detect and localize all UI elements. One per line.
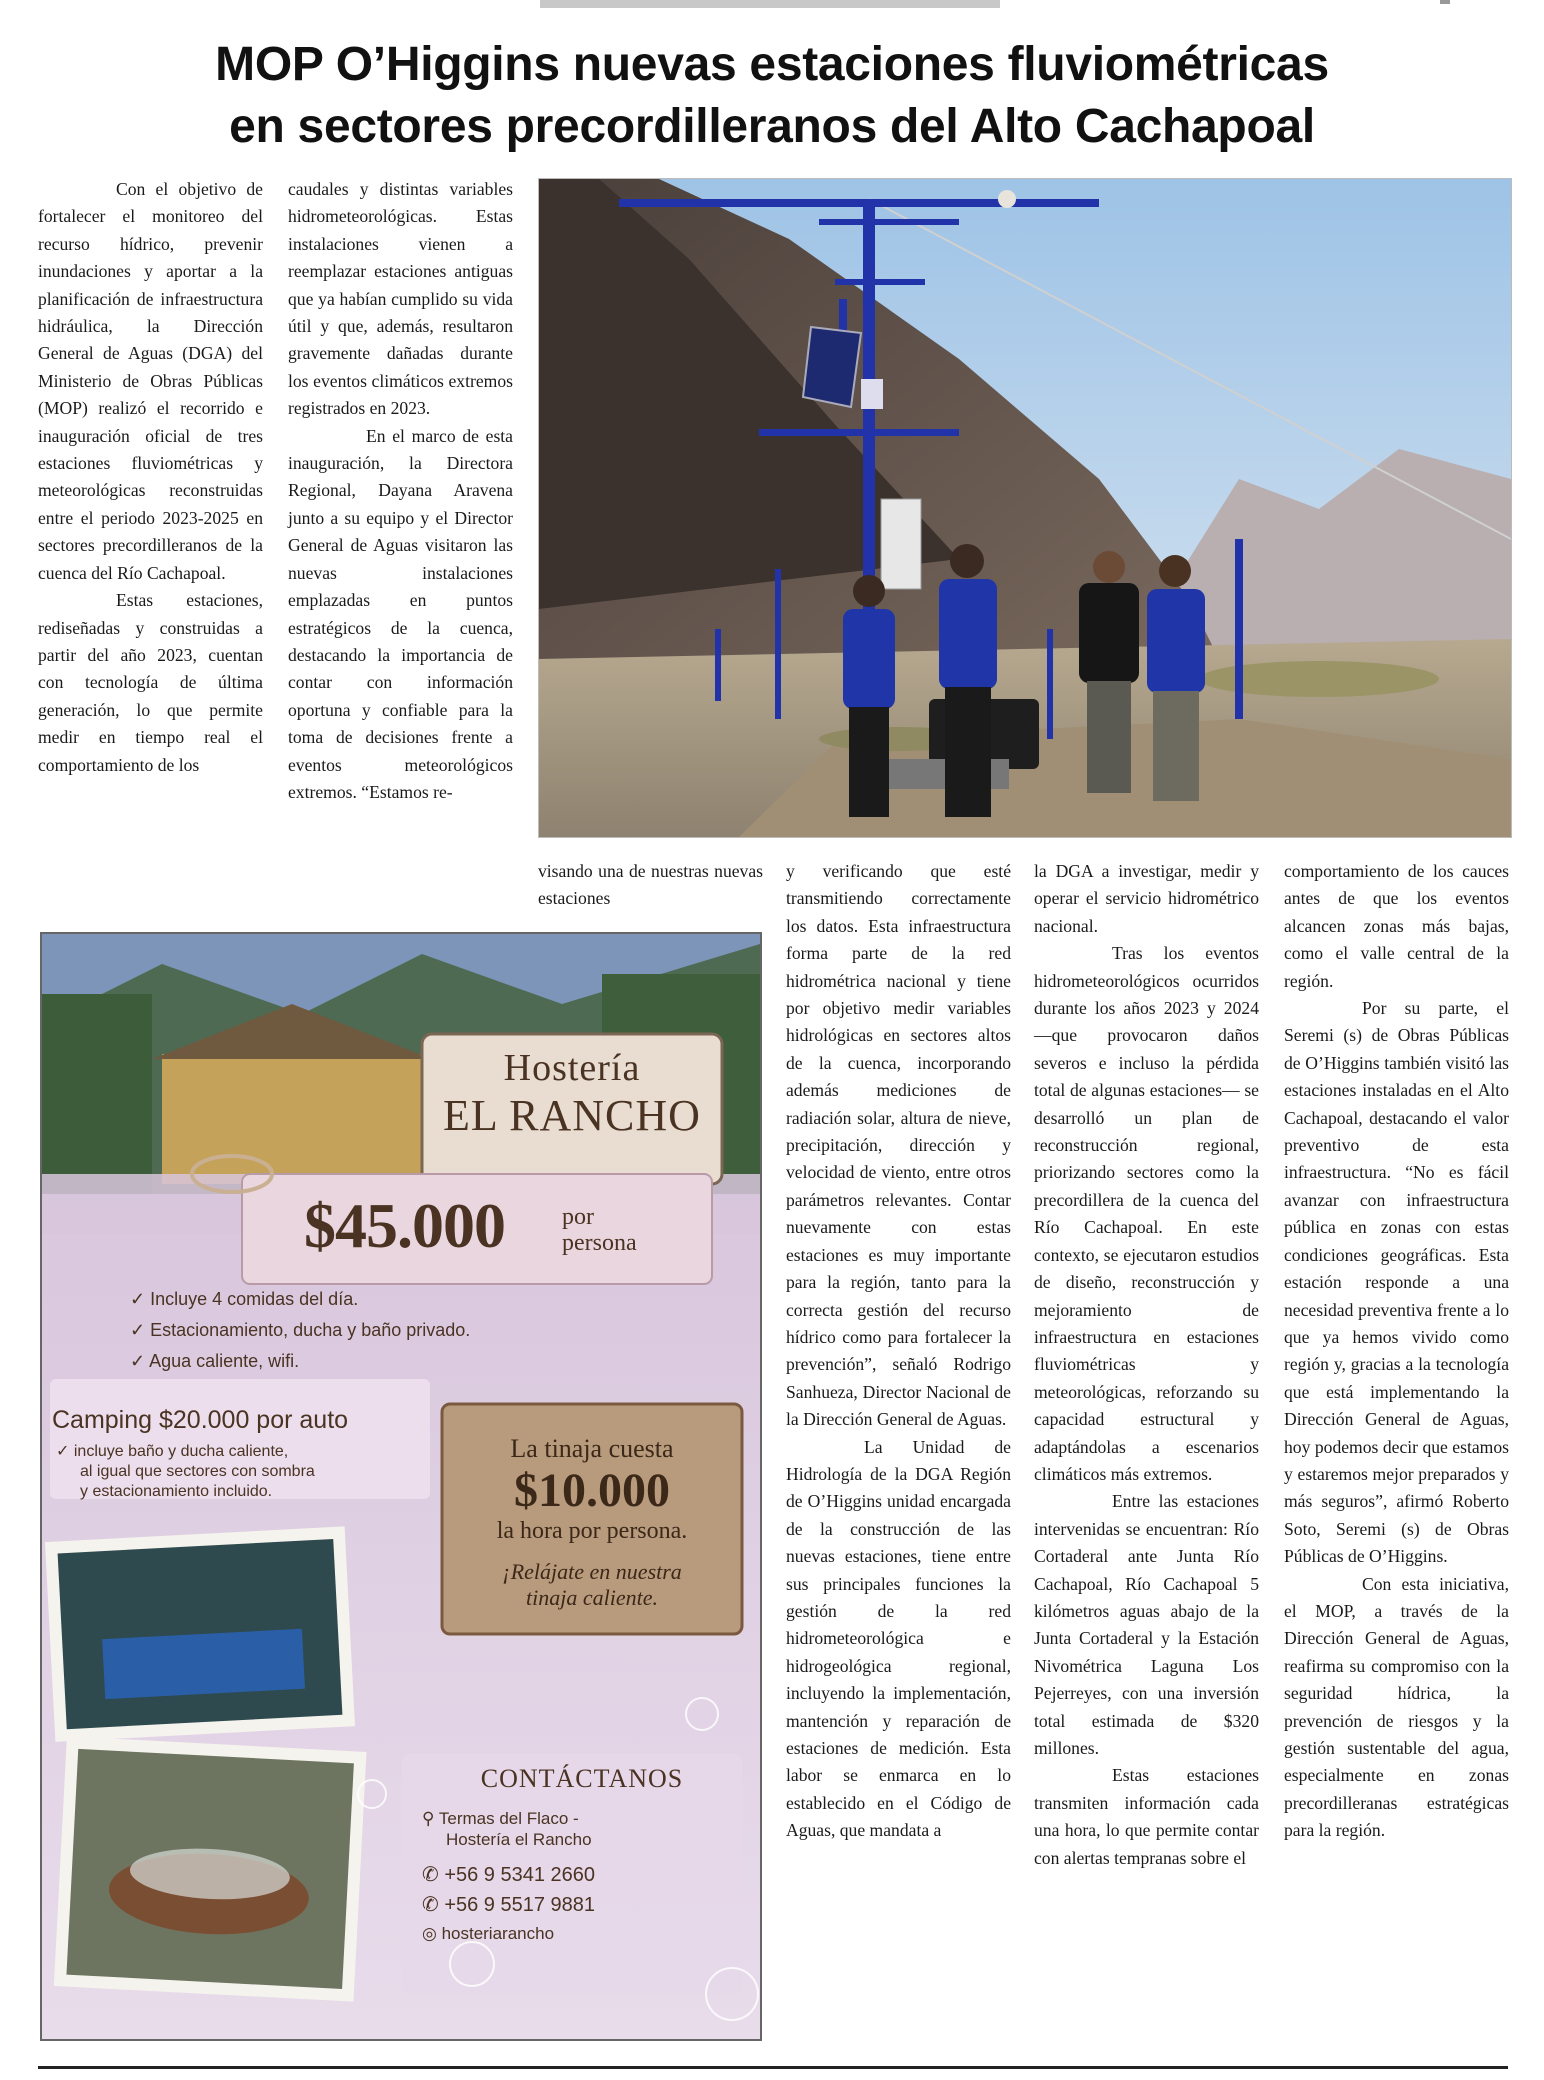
hosteria-name-line-2: EL RANCHO [443,1091,701,1140]
feature-item: ✓ Incluye 4 comidas del día. [130,1289,359,1309]
headline [0,34,1544,158]
relax-line-2: tinaja caliente. [526,1585,658,1610]
check-icon: ✓ [130,1351,150,1371]
paragraph: la DGA a investigar, medir y operar el servicio hidrométrico nacional. [1034,861,1259,936]
tinaja-line-1: La tinaja cuesta [510,1434,674,1463]
headline-line-1: MOP O’Higgins nuevas estaciones fluviométricas [215,38,1329,91]
article-column-6 [1284,858,1509,1845]
person-3 [1079,551,1139,793]
relax-line-1: ¡Relájate en nuestra [502,1559,682,1584]
feature-list [130,1284,470,1377]
paragraph: Con esta iniciativa, el MOP, a través de la Dirección General de Aguas, reafirma su compromiso con la seguridad hídrica, la prevención de riesgos y la gestión sustentable del agua, especialmente en zonas precordilleranas estratégicas para la región. [1284,1573,1509,1841]
phone-2: +56 9 5517 9881 [444,1894,596,1916]
paragraph: La Unidad de Hidrología de la DGA Región de O’Higgins unidad encargada de la construcción de las nuevas estaciones, tiene entre sus principales funciones la gestión de la red hidrometeorológica e hidrogeológica regional, incluyendo la implementación, mantención y reparación de estaciones de medición. Esta labor se enmarca en lo establecido en el Código de Aguas, que mandata a [786,1436,1011,1841]
article-column-2 [288,176,513,806]
price-unit-line-2: persona [562,1230,637,1256]
article-column-4 [786,858,1011,1845]
article-column-3 [538,858,763,913]
paragraph: comportamiento de los cauces antes de que los eventos alcancen zonas más bajas, como el valle central de la región. [1284,861,1509,991]
article-column-1 [38,176,263,779]
paragraph: y verificando que esté transmitiendo correctamente los datos. Esta infraestructura forma parte de la red hidrométrica nacional y tiene por objetivo medir variables hidrológicas en sectores altos de la cuenca, incorporando además mediciones de radiación solar, altura de nieve, precipitación, dirección y velocidad de viento, entre otros parámetros relevantes. Contar nuevamente con estas estaciones es muy importante para la región, tanto para la correcta gestión del recurso hídrico como para fortalecer la prevención”, señaló Rodrigo Sanhueza, Director Nacional de la Dirección General de Aguas. [786,861,1011,1430]
paragraph: Con el objetivo de fortalecer el monitoreo del recurso hídrico, prevenir inundaciones y aportar a la planificación de infraestructura hidráulica, la Dirección General de Aguas (DGA) del Ministerio de Obras Públicas (MOP) realizó el recorrido e inauguración oficial de tres estaciones fluviométricas y meteorológicas reconstruidas entre el periodo 2023-2025 en sectores precordilleranos de la cuenca del Río Cachapoal. [38,179,263,583]
room-price: $45.000 [304,1190,505,1261]
price-unit-line-1: por [562,1204,594,1230]
tinaja-sign [442,1434,742,1611]
paragraph: Entre las estaciones intervenidas se encuentran: Río Cortaderal ante Junta Río Cachapoal, Río Cachapoal 5 kilómetros aguas abajo de la Junta Cortaderal y la Estación Nivométrica Laguna Los Pejerreyes, con una inversión total estimada de $320 millones. [1034,1491,1259,1758]
price-unit [562,1204,637,1256]
phone-1: +56 9 5341 2660 [444,1864,596,1886]
contact-instagram: ◎ hosteriarancho [422,1924,555,1943]
hosteria-name [432,1046,712,1142]
station-photo [538,178,1512,838]
feature-item: ✓ Estacionamiento, ducha y baño privado. [130,1320,471,1340]
contact-phones [422,1860,742,1920]
camping-title: Camping $20.000 por auto [52,1406,349,1434]
contact-location: ⚲ Termas del Flaco - Hostería el Rancho [422,1809,592,1849]
paragraph: caudales y distintas variables hidrometeorológicas. Estas instalaciones vienen a reemplazar estaciones antiguas que ya habían cumplido su vida útil y que, además, resultaron gravemente dañadas durante los eventos climáticos extremos registrados en 2023. [288,179,513,419]
location-pin-icon: ⚲ [422,1809,439,1828]
tinaja-line-3: la hora por persona. [496,1518,688,1544]
page-bottom-rule [38,2066,1508,2069]
instagram-icon: ◎ [422,1924,442,1943]
person-2 [939,544,997,817]
hosteria-name-line-1: Hostería [503,1047,641,1089]
feature-item: ✓ Agua caliente, wifi. [130,1351,300,1371]
paragraph: Estas estaciones, rediseñadas y construidas a partir del año 2023, cuentan con tecnología de última generación, lo que permite medir en tiempo real el comportamiento de los [38,590,263,775]
contact-panel [422,1764,742,1944]
paragraph: visando una de nuestras nuevas estaciones [538,861,763,909]
person-4 [1147,555,1205,801]
hosteria-advertisement [40,932,762,2041]
paragraph: En el marco de esta inauguración, la Directora Regional, Dayana Aravena junto a su equipo y el Director General de Aguas visitaron las nuevas instalaciones emplazadas en puntos estratégicos de la cuenca, destacando la importancia de contar con información oportuna y confiable para la toma de decisiones frente a eventos meteorológicos extremos. “Estamos re- [288,425,513,802]
check-icon: ✓ [130,1289,151,1309]
previous-header-fragment [540,0,1000,8]
station-photo-illustration [539,179,1511,837]
paragraph: Estas estaciones transmiten información cada una hora, lo que permite contar con alertas tempranas sobre el [1034,1765,1259,1868]
whatsapp-icon: ✆ [422,1894,445,1916]
person-1 [843,575,895,817]
whatsapp-icon: ✆ [422,1864,445,1886]
contact-title: CONTÁCTANOS [480,1764,684,1793]
camping-details: ✓ incluye baño y ducha caliente, al igual que sectores con sombra y estacionamiento incluido. [56,1443,315,1500]
check-icon: ✓ [56,1443,74,1460]
page-mark [1440,0,1450,4]
paragraph: Tras los eventos hidrometeorológicos ocurridos durante los años 2023 y 2024 —que provocaron daños severos e incluso la pérdida total de algunas estaciones— se desarrolló un plan de reconstrucción regional, priorizando sectores como la precordillera de la cuenca del Río Cachapoal. En este contexto, se ejecutaron estudios de diseño, reconstrucción y mejoramiento de infraestructura en estaciones fluviométricas y meteorológicas, reforzando su capacidad estructural y adaptándolas a escenarios climáticos más extremos. [1034,943,1259,1484]
headline-line-2: en sectores precordilleranos del Alto Cachapoal [229,100,1315,153]
paragraph: Por su parte, el Seremi (s) de Obras Públicas de O’Higgins también visitó las estaciones instaladas en el Alto Cachapoal, destacando el valor preventivo de esta infraestructura. “No es fácil avanzar con infraestructura pública en zonas con estas condiciones geográficas. Esta estación responde a una necesidad preventiva frente a lo que ya hemos vivido como región y, gracias a la tecnología que está implementando la Dirección General de Aguas, hoy podemos decir que estamos y estaremos mejor preparados y más seguros”, afirmó Roberto Soto, Seremi (s) de Obras Públicas de O’Higgins. [1284,998,1509,1567]
check-icon: ✓ [130,1320,151,1340]
article-column-5 [1034,858,1259,1872]
tinaja-price: $10.000 [514,1464,670,1517]
